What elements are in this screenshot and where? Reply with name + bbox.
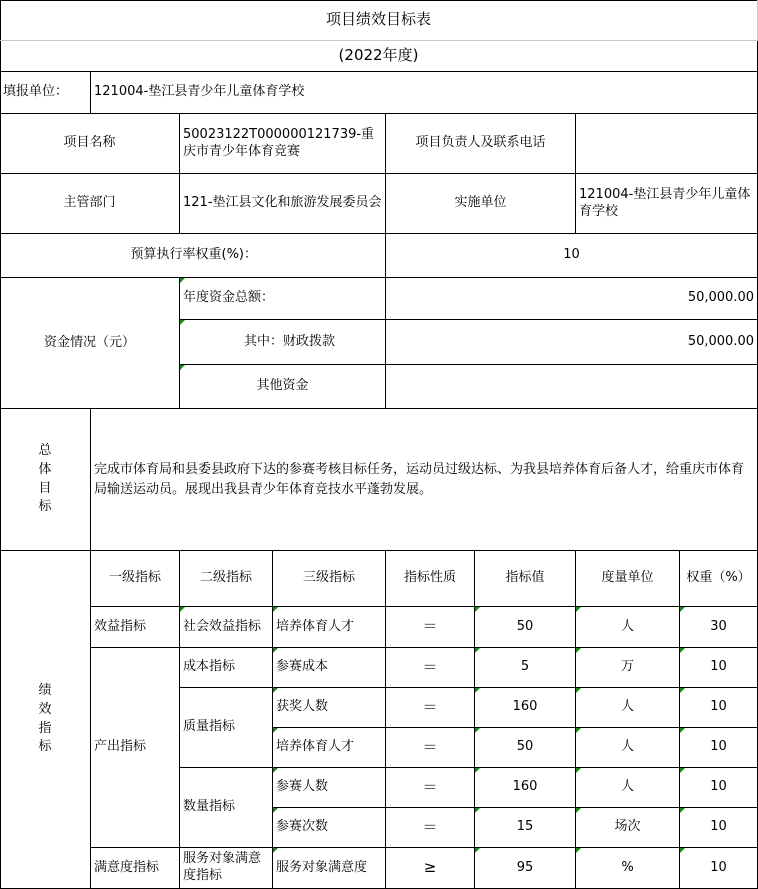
header-nature: 指标性质: [386, 551, 475, 607]
row-unit: 万: [576, 648, 680, 688]
header-weight: 权重（%）: [680, 551, 758, 607]
header-level3: 三级指标: [273, 551, 386, 607]
year-label: (2022年度): [0, 41, 758, 72]
row-level3: 获奖人数: [273, 688, 386, 728]
row-value: 95: [475, 848, 576, 889]
goal-text: 完成市体育局和县委县政府下达的参赛考核目标任务，运动员过级达标、为我县培养体育后备人才，给重庆市体育局输送运动员。展现出我县青少年体育竞技水平蓬勃发展。: [91, 409, 758, 551]
funds-fiscal-label: 其中：财政拨款: [180, 320, 386, 365]
row-level3: 参赛次数: [273, 808, 386, 848]
row-nature: ＝: [386, 808, 475, 848]
budget-weight-value: 10: [386, 234, 758, 278]
row-nature: ≥: [386, 848, 475, 889]
unit-value: 121004-垫江县青少年儿童体育学校: [91, 72, 758, 114]
row-value: 50: [475, 728, 576, 768]
budget-weight-label: 预算执行率权重(%)：: [0, 234, 386, 278]
row-value: 160: [475, 768, 576, 808]
row-level3: 培养体育人才: [273, 728, 386, 768]
funds-total-label: 年度资金总额：: [180, 278, 386, 320]
row-weight: 30: [680, 607, 758, 648]
row-level3: 参赛成本: [273, 648, 386, 688]
row-weight: 10: [680, 688, 758, 728]
table-title: 项目绩效目标表: [0, 0, 758, 41]
level2-cost: 成本指标: [180, 648, 273, 688]
project-name-value: 50023122T000000121739-重庆市青少年体育竞赛: [180, 114, 386, 174]
row-nature: ＝: [386, 728, 475, 768]
funds-other-value: [386, 365, 758, 409]
level2-service-satisfaction: 服务对象满意度指标: [180, 848, 273, 889]
row-value: 5: [475, 648, 576, 688]
header-level1: 一级指标: [91, 551, 180, 607]
row-unit: 人: [576, 728, 680, 768]
header-level2: 二级指标: [180, 551, 273, 607]
row-nature: ＝: [386, 607, 475, 648]
row-level3: 服务对象满意度: [273, 848, 386, 889]
level2-social-benefit: 社会效益指标: [180, 607, 273, 648]
header-unit: 度量单位: [576, 551, 680, 607]
row-level3: 培养体育人才: [273, 607, 386, 648]
project-name-label: 项目名称: [0, 114, 180, 174]
level1-benefit: 效益指标: [91, 607, 180, 648]
level1-satisfaction: 满意度指标: [91, 848, 180, 889]
row-nature: ＝: [386, 688, 475, 728]
level1-output: 产出指标: [91, 648, 180, 848]
row-value: 15: [475, 808, 576, 848]
funds-label: 资金情况（元）: [0, 278, 180, 409]
row-weight: 10: [680, 728, 758, 768]
row-weight: 10: [680, 808, 758, 848]
impl-value: 121004-垫江县青少年儿童体育学校: [576, 174, 758, 234]
row-unit: 场次: [576, 808, 680, 848]
row-unit: 人: [576, 607, 680, 648]
row-nature: ＝: [386, 648, 475, 688]
row-unit: 人: [576, 688, 680, 728]
impl-label: 实施单位: [386, 174, 576, 234]
row-unit: %: [576, 848, 680, 889]
dept-value: 121-垫江县文化和旅游发展委员会: [180, 174, 386, 234]
header-value: 指标值: [475, 551, 576, 607]
funds-fiscal-value: 50,000.00: [386, 320, 758, 365]
row-weight: 10: [680, 768, 758, 808]
row-weight: 10: [680, 848, 758, 889]
contact-value: [576, 114, 758, 174]
row-value: 160: [475, 688, 576, 728]
unit-label: 填报单位：: [0, 72, 91, 114]
row-level3: 参赛人数: [273, 768, 386, 808]
level2-quality: 质量指标: [180, 688, 273, 768]
row-unit: 人: [576, 768, 680, 808]
perf-label: 绩 效 指 标: [0, 551, 91, 889]
funds-other-label: 其他资金: [180, 365, 386, 409]
level2-quantity: 数量指标: [180, 768, 273, 848]
row-weight: 10: [680, 648, 758, 688]
goal-label: 总 体 目 标: [0, 409, 91, 551]
contact-label: 项目负责人及联系电话: [386, 114, 576, 174]
row-value: 50: [475, 607, 576, 648]
dept-label: 主管部门: [0, 174, 180, 234]
row-nature: ＝: [386, 768, 475, 808]
funds-total-value: 50,000.00: [386, 278, 758, 320]
